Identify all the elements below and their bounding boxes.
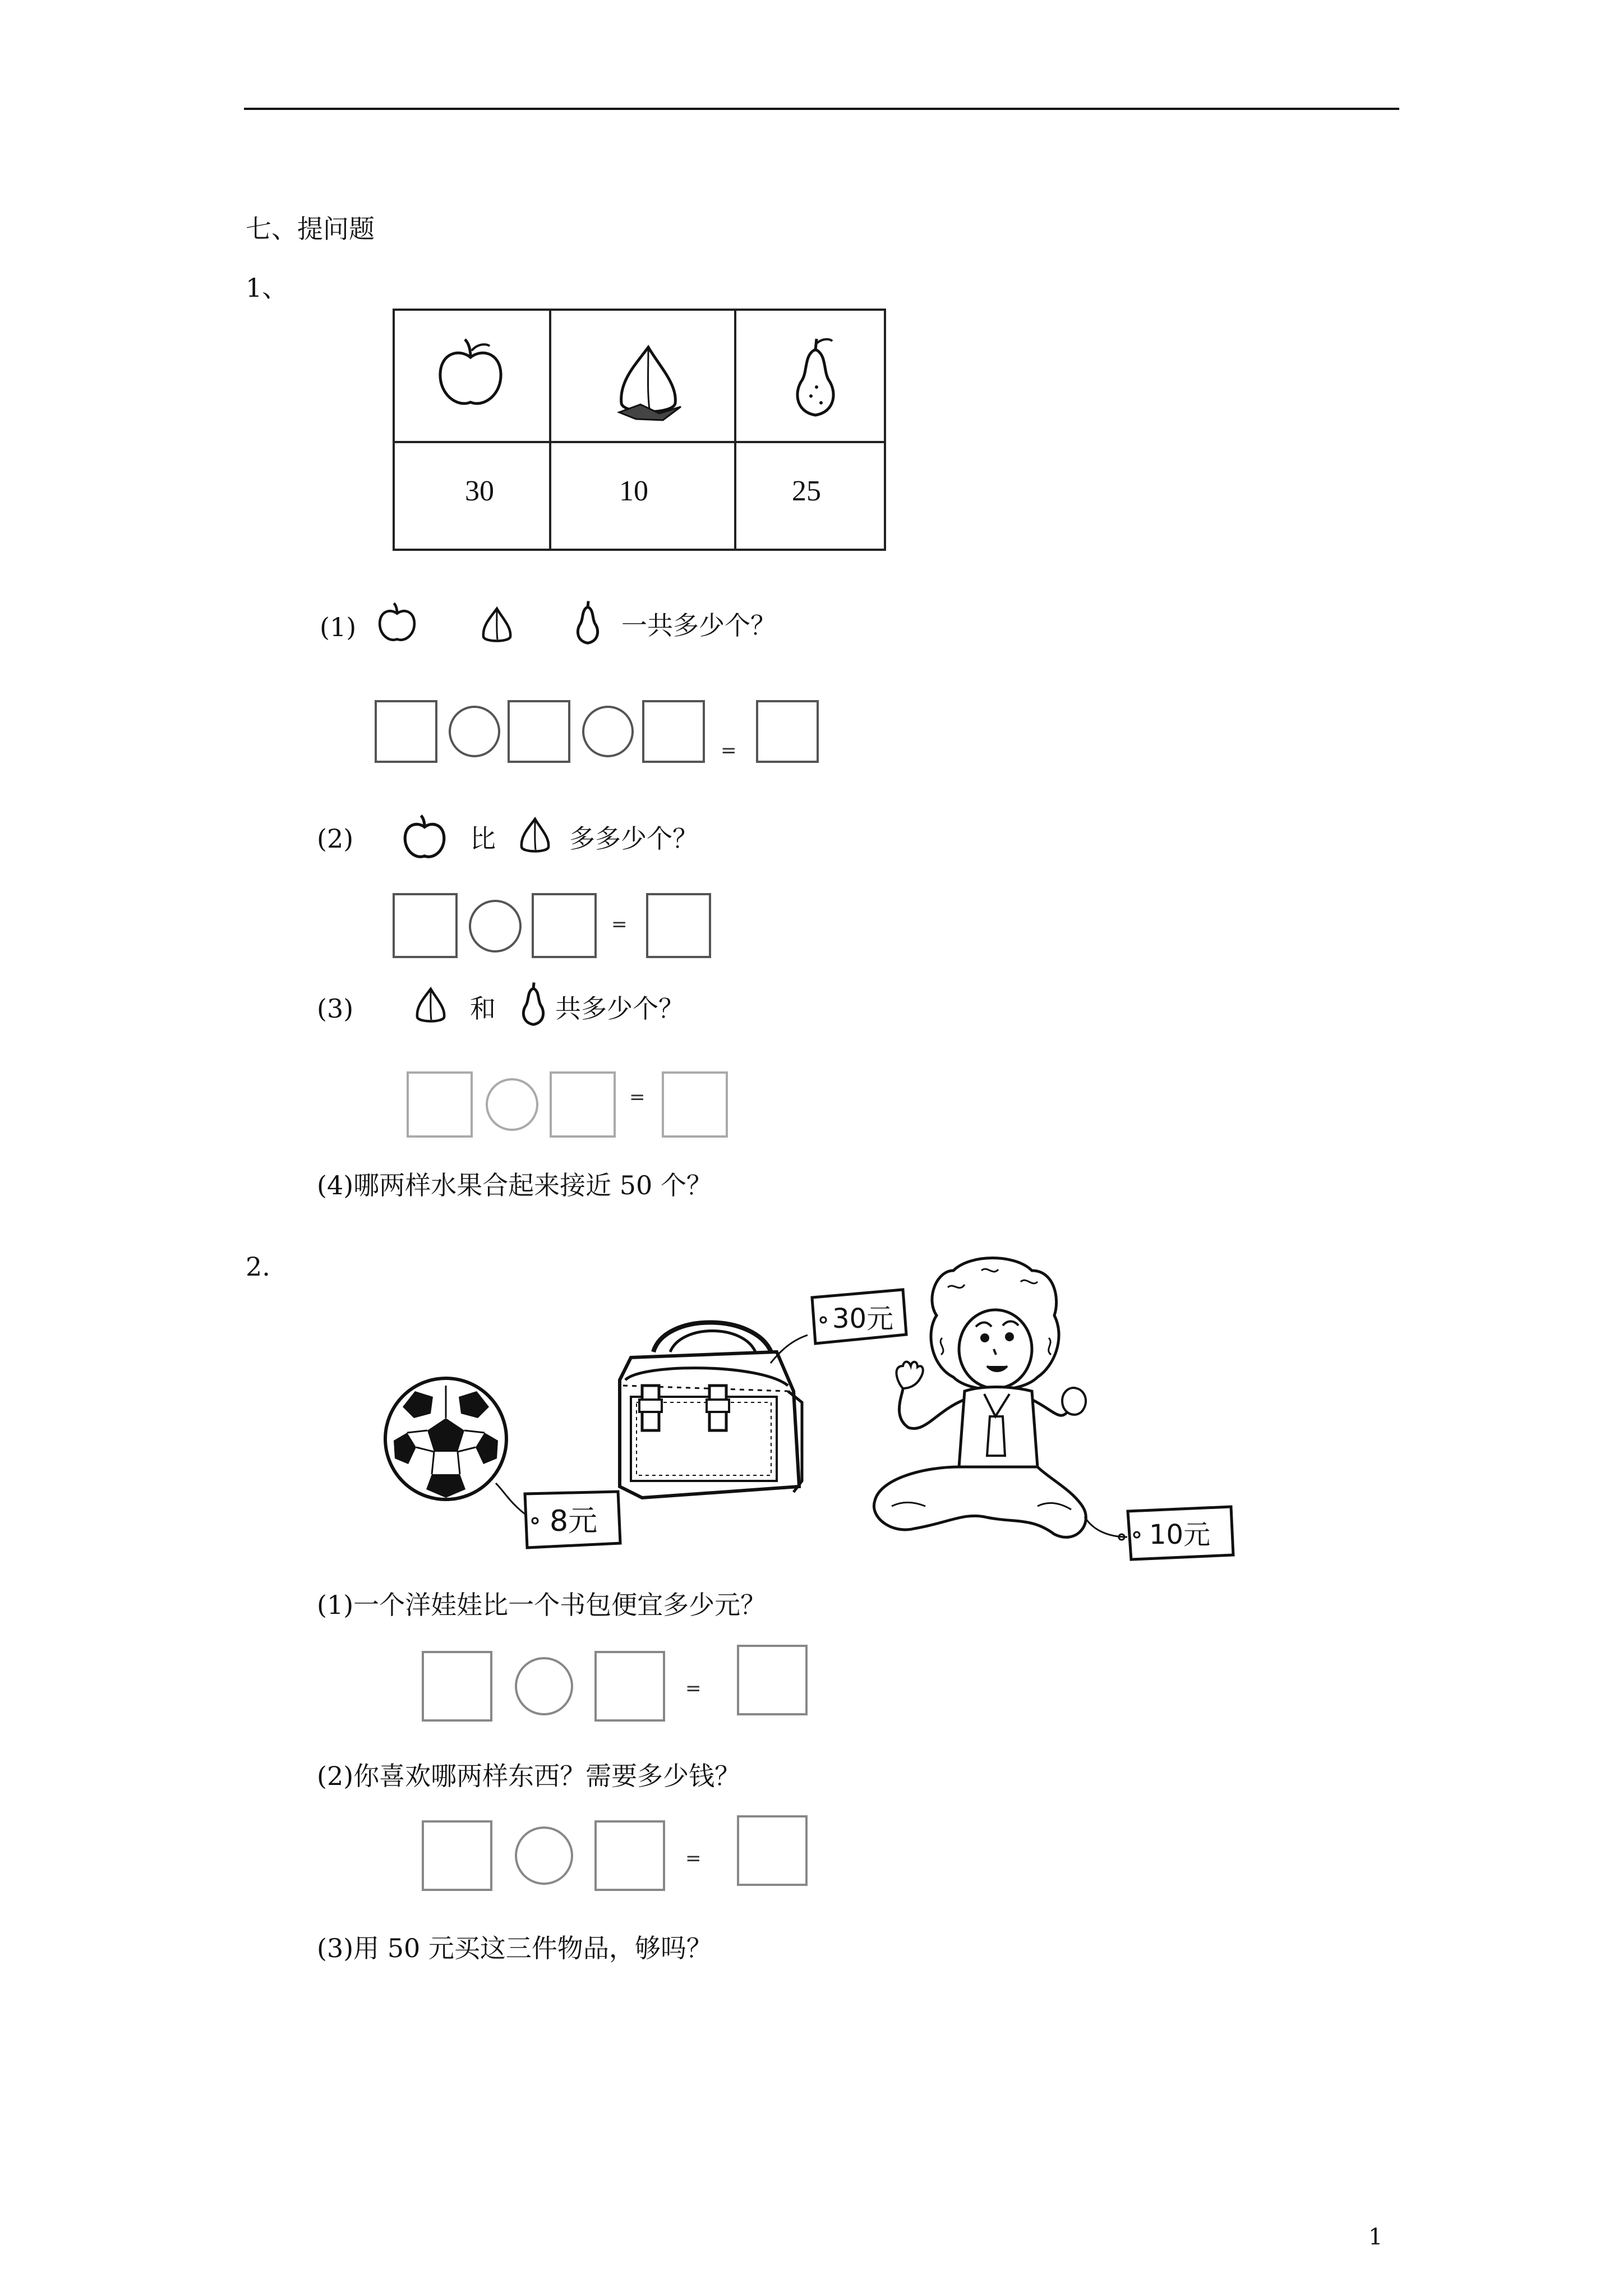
table-divider — [395, 441, 884, 443]
answer-box[interactable] — [393, 893, 458, 958]
q2-sub3-question: (3)用 50 元买这三件物品，够吗？ — [317, 1933, 712, 1963]
q1-sub3-question: 共多少个？ — [555, 993, 684, 1024]
pear-icon — [515, 979, 552, 1029]
ball-price: 8元 — [550, 1504, 598, 1538]
apple-icon — [375, 601, 419, 646]
peach-count: 10 — [619, 475, 648, 507]
fruit-table — [393, 309, 886, 551]
q1-sub2-label: (2) — [317, 823, 354, 854]
q1-sub3-and-word: 和 — [470, 993, 496, 1024]
pear-icon — [782, 333, 849, 423]
equals-sign: = — [721, 739, 737, 762]
table-divider — [549, 311, 551, 549]
answer-box[interactable] — [532, 893, 597, 958]
ball-price-tag — [522, 1489, 623, 1553]
answer-box[interactable] — [422, 1651, 492, 1722]
pear-count: 25 — [792, 475, 821, 507]
equals-sign: = — [685, 1847, 702, 1870]
answer-box[interactable] — [756, 700, 819, 763]
operator-circle[interactable] — [486, 1078, 538, 1131]
doll-price: 10元 — [1149, 1519, 1211, 1550]
q2-number: 2. — [246, 1251, 270, 1282]
q1-sub2-compare-word: 比 — [470, 823, 496, 854]
apple-icon — [399, 813, 450, 864]
answer-box[interactable] — [737, 1815, 808, 1886]
peach-icon — [405, 981, 455, 1031]
answer-box[interactable] — [375, 700, 437, 763]
q1-sub1-label: (1) — [320, 612, 357, 642]
pear-icon — [569, 597, 606, 648]
q2-sub2-question: (2)你喜欢哪两样东西？需要多少钱？ — [317, 1761, 741, 1791]
bag-tag-string — [768, 1324, 813, 1371]
equals-sign: = — [611, 913, 628, 936]
answer-box[interactable] — [642, 700, 705, 763]
answer-box[interactable] — [662, 1071, 728, 1138]
table-divider — [734, 311, 736, 549]
apple-count: 30 — [465, 475, 494, 507]
answer-box[interactable] — [422, 1820, 492, 1891]
peach-icon — [471, 600, 522, 651]
operator-circle[interactable] — [469, 900, 522, 953]
doll-price-tag — [1124, 1503, 1237, 1567]
q1-sub4-question: (4)哪两样水果合起来接近 50 个？ — [317, 1170, 712, 1200]
section-title: 七、提问题 — [246, 214, 375, 244]
answer-box[interactable] — [737, 1645, 808, 1715]
answer-box[interactable] — [550, 1071, 616, 1138]
q1-sub1-question: 一共多少个？ — [621, 610, 776, 641]
answer-box[interactable] — [594, 1820, 665, 1891]
page-number: 1 — [1368, 2224, 1383, 2250]
answer-box[interactable] — [407, 1071, 473, 1138]
answer-box[interactable] — [508, 700, 570, 763]
answer-box[interactable] — [646, 893, 711, 958]
header-rule — [244, 108, 1399, 110]
q1-sub3-label: (3) — [317, 993, 354, 1024]
operator-circle[interactable] — [449, 706, 500, 757]
peach-icon — [597, 330, 698, 431]
soccer-ball-icon — [381, 1374, 510, 1506]
operator-circle[interactable] — [515, 1826, 573, 1885]
operator-circle[interactable] — [515, 1657, 573, 1715]
doll-icon — [869, 1254, 1105, 1570]
equals-sign: = — [685, 1677, 702, 1700]
bag-price: 30元 — [832, 1303, 894, 1335]
operator-circle[interactable] — [582, 706, 634, 757]
equals-sign: = — [629, 1086, 645, 1108]
peach-icon — [509, 811, 560, 861]
apple-icon — [431, 336, 510, 415]
q1-sub2-question: 多多少个？ — [569, 823, 698, 854]
q2-sub1-question: (1)一个洋娃娃比一个书包便宜多少元？ — [317, 1590, 767, 1620]
q1-number: 1、 — [246, 273, 288, 303]
answer-box[interactable] — [594, 1651, 665, 1722]
